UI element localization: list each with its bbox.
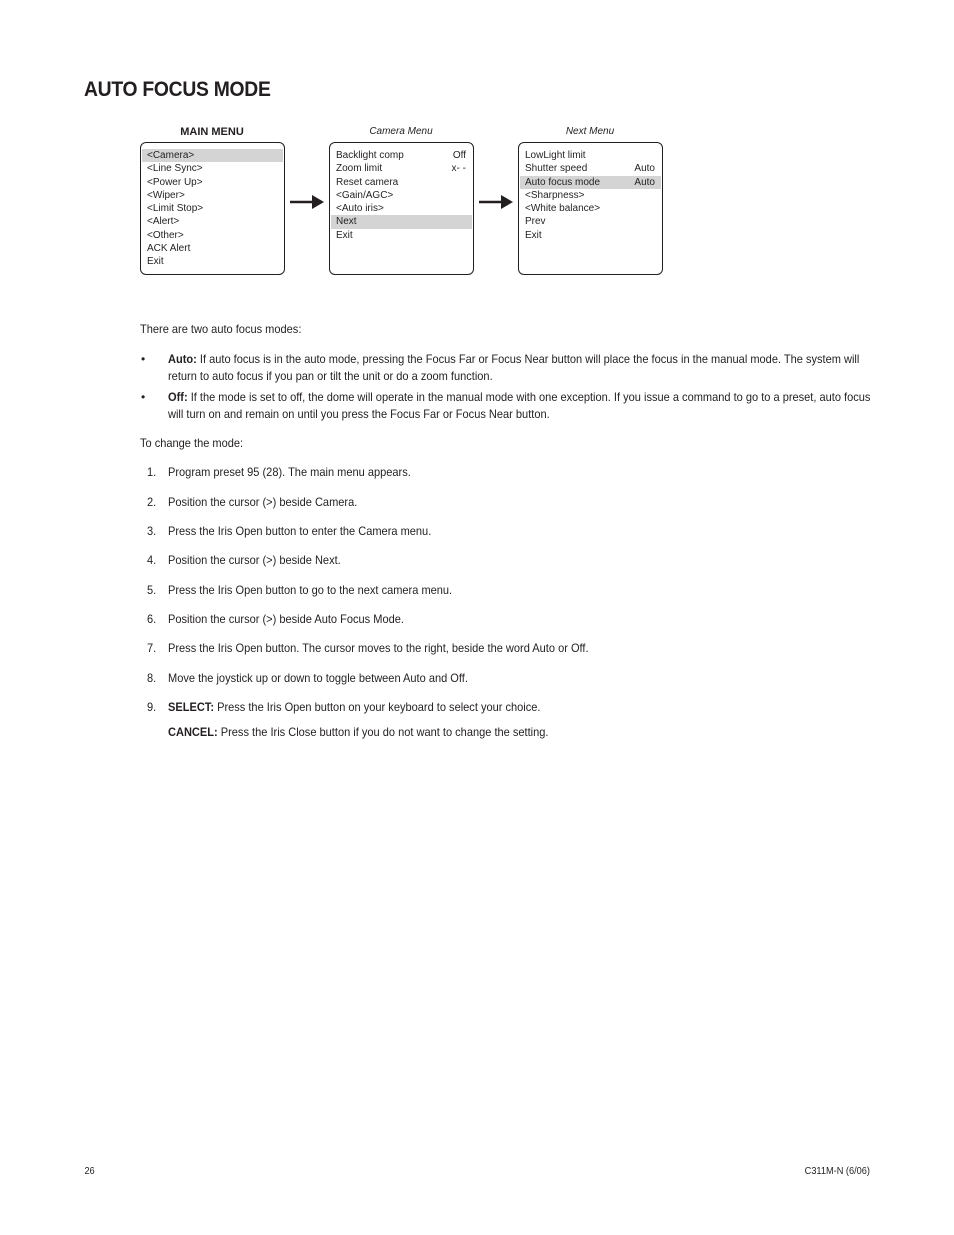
menu-item bbox=[331, 176, 472, 189]
bullet-off bbox=[168, 389, 872, 422]
step-number: 8. bbox=[147, 671, 157, 685]
step-desc: Position the cursor (>) beside Next. bbox=[168, 553, 341, 567]
menu-item-label: <Power Up> bbox=[147, 176, 203, 188]
step-desc: Position the cursor (>) beside Camera. bbox=[168, 495, 358, 509]
menu-item-label: Next bbox=[336, 216, 357, 228]
bullet-desc: If the mode is set to off, the dome will operate in the manual mode with one exception. If you issue a command to go to a preset, auto focus will turn on and remain on until you press the Focus Far or Focus Near button. bbox=[168, 390, 871, 421]
arrow-right-icon bbox=[479, 195, 515, 209]
menu-item bbox=[142, 176, 283, 189]
menu-item bbox=[520, 149, 661, 162]
bullet-icon: • bbox=[141, 352, 146, 366]
menu-item bbox=[142, 242, 283, 255]
menu-item bbox=[142, 215, 283, 228]
step-number: 3. bbox=[147, 524, 157, 538]
bullet-icon: • bbox=[141, 390, 146, 404]
menu-item bbox=[520, 176, 661, 189]
main-menu-box bbox=[140, 142, 285, 275]
menu-item-label: <White balance> bbox=[525, 203, 601, 215]
intro-text: There are two auto focus modes: bbox=[140, 322, 302, 336]
step-number: 4. bbox=[147, 553, 157, 567]
doc-code: C311M-N (6/06) bbox=[804, 1166, 870, 1177]
menu-item-label: <Alert> bbox=[147, 216, 180, 228]
arrow-right-icon bbox=[290, 195, 326, 209]
bullet-auto bbox=[168, 351, 872, 384]
menu-item bbox=[142, 162, 283, 175]
next-menu-caption: Next Menu bbox=[565, 126, 615, 137]
step-text bbox=[168, 494, 357, 510]
menu-item bbox=[142, 189, 283, 202]
menu-item bbox=[142, 229, 283, 242]
menu-item-label: Reset camera bbox=[336, 176, 399, 188]
page-title: AUTO FOCUS MODE bbox=[84, 78, 271, 101]
step-desc: Position the cursor (>) beside Auto Focus Mode. bbox=[168, 612, 404, 626]
step-text bbox=[168, 523, 431, 539]
menu-item bbox=[331, 162, 472, 175]
menu-item bbox=[520, 215, 661, 228]
menu-item bbox=[142, 202, 283, 215]
menu-item-label: ACK Alert bbox=[147, 243, 191, 255]
step-desc: Press the Iris Open button to enter the Camera menu. bbox=[168, 524, 432, 538]
step-text bbox=[168, 552, 341, 568]
step-text bbox=[168, 699, 540, 715]
step-desc: Press the Iris Open button to go to the next camera menu. bbox=[168, 583, 453, 597]
step-desc: Press the Iris Open button on your keyboard to select your choice. bbox=[214, 700, 541, 714]
menu-item bbox=[331, 215, 472, 228]
menu-item-label: <Gain/AGC> bbox=[336, 189, 394, 201]
menu-item-value: Off bbox=[452, 150, 466, 161]
menu-item-value: Auto bbox=[634, 163, 655, 175]
menu-item-label: Exit bbox=[147, 256, 164, 268]
menu-item-value: Auto bbox=[634, 176, 655, 188]
bullet-term: Auto: bbox=[168, 352, 197, 366]
bullet-desc: If auto focus is in the auto mode, pressing the Focus Far or Focus Near button will place the focus in the manual mode. The system will return to auto focus if you pan or tilt the unit or do a zoom function. bbox=[168, 352, 860, 383]
cancel-note bbox=[168, 724, 548, 740]
step-number: 1. bbox=[147, 465, 157, 479]
step-desc: Press the Iris Open button. The cursor moves to the right, beside the word Auto or Off. bbox=[168, 641, 589, 655]
menu-item-label: Zoom limit bbox=[336, 163, 383, 175]
menu-item-label: Prev bbox=[525, 216, 546, 228]
step-text bbox=[168, 670, 468, 686]
menu-item-label: <Limit Stop> bbox=[147, 203, 204, 215]
camera-menu-caption: Camera Menu bbox=[369, 126, 433, 137]
step-text bbox=[168, 611, 404, 627]
menu-item bbox=[331, 229, 472, 242]
camera-menu-box bbox=[329, 142, 474, 275]
menu-item-label: Shutter speed bbox=[525, 163, 588, 175]
step-term: SELECT: bbox=[168, 700, 215, 714]
step-number: 9. bbox=[147, 700, 157, 714]
page-number: 26 bbox=[84, 1166, 95, 1177]
menu-item bbox=[520, 202, 661, 215]
menu-item-label: <Other> bbox=[147, 229, 184, 241]
step-text bbox=[168, 640, 589, 656]
step-desc: Move the joystick up or down to toggle between Auto and Off. bbox=[168, 671, 468, 685]
menu-item-value: x- - bbox=[451, 163, 466, 175]
menu-item-label: Backlight comp bbox=[336, 150, 404, 161]
menu-item-label: <Wiper> bbox=[147, 189, 185, 201]
menu-item-label: LowLight limit bbox=[525, 150, 586, 161]
cancel-term: CANCEL: bbox=[168, 725, 218, 739]
main-menu-caption: MAIN MENU bbox=[180, 126, 244, 138]
step-number: 2. bbox=[147, 495, 157, 509]
step-text bbox=[168, 464, 411, 480]
step-desc: Program preset 95 (28). The main menu appears. bbox=[168, 465, 411, 479]
menu-item bbox=[142, 255, 283, 268]
menu-item-label: Exit bbox=[525, 229, 542, 241]
step-number: 6. bbox=[147, 612, 157, 626]
menu-item bbox=[331, 202, 472, 215]
menu-item-label: <Camera> bbox=[147, 150, 195, 161]
step-number: 7. bbox=[147, 641, 157, 655]
step-number: 5. bbox=[147, 583, 157, 597]
change-intro-text: To change the mode: bbox=[140, 436, 244, 450]
menu-item-label: Exit bbox=[336, 229, 353, 241]
bullet-term: Off: bbox=[168, 390, 188, 404]
menu-item bbox=[520, 162, 661, 175]
next-menu-box bbox=[518, 142, 663, 275]
menu-item bbox=[520, 229, 661, 242]
step-text bbox=[168, 582, 452, 598]
menu-item bbox=[331, 189, 472, 202]
menu-item-label: <Auto iris> bbox=[336, 203, 384, 215]
menu-item-label: <Sharpness> bbox=[525, 189, 585, 201]
menu-item bbox=[142, 149, 283, 162]
menu-item-label: Auto focus mode bbox=[525, 176, 601, 188]
menu-item bbox=[331, 149, 472, 162]
cancel-desc: Press the Iris Close button if you do not want to change the setting. bbox=[217, 725, 549, 739]
menu-item-label: <Line Sync> bbox=[147, 163, 203, 175]
menu-item bbox=[520, 189, 661, 202]
